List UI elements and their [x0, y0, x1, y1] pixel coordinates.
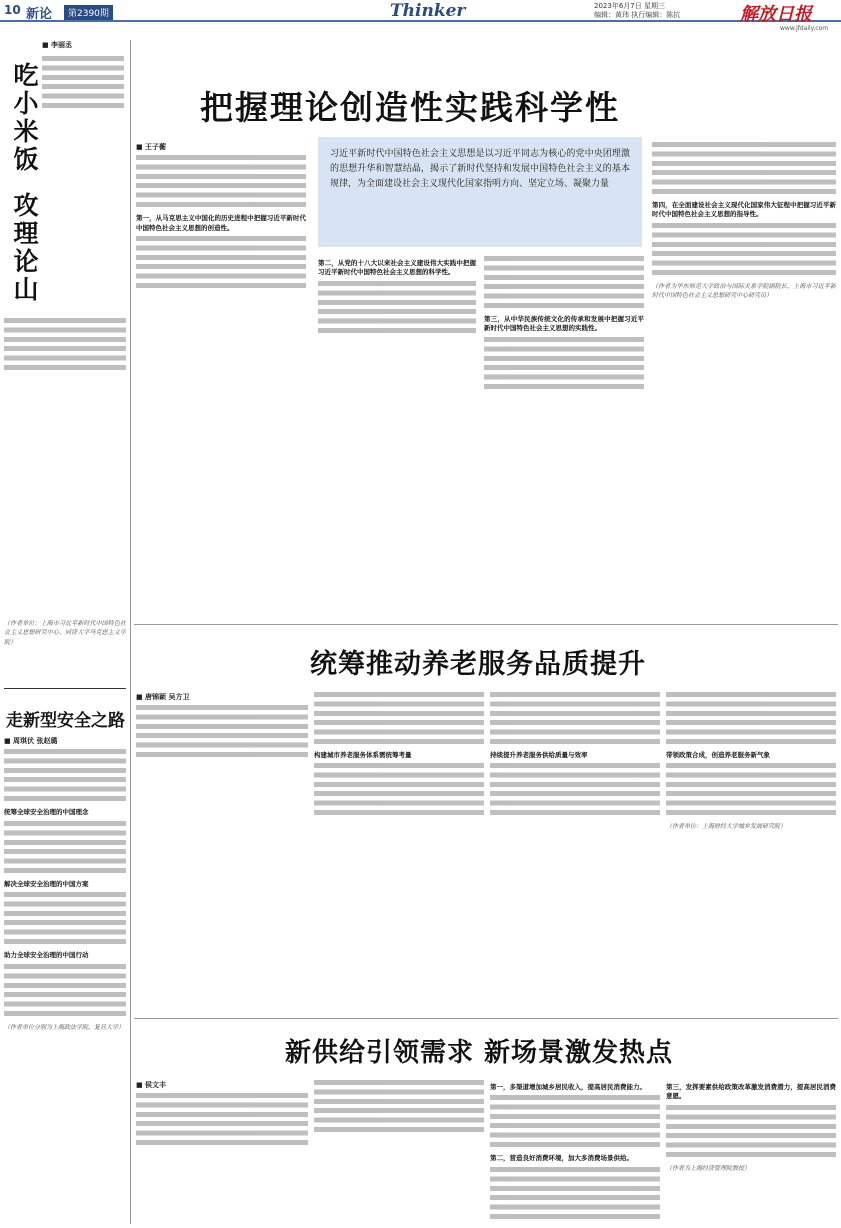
body-text — [314, 692, 484, 748]
main-lead: 习近平新时代中国特色社会主义思想是以习近平同志为核心的党中央团理激的思想升华和智慧结晶，揭示了新时代坚持和发展中国特色社会主义的基本规律，为全面建设社会主义现代化国家指明方向、坚定立场、凝聚力量 — [318, 137, 642, 247]
main-col-3 — [484, 256, 644, 618]
body-text — [318, 281, 476, 337]
left-title-part1: 吃小米饭 — [10, 62, 39, 174]
second-col-2 — [314, 692, 484, 1014]
subhead: 解决全球安全治理的中国方案 — [4, 879, 89, 888]
newspaper-logo: 解放日报 — [740, 4, 812, 25]
third-note: （作者为上海经济管理院教授） — [666, 1164, 751, 1172]
body-text — [666, 763, 836, 819]
left-note-block — [4, 616, 126, 656]
body-text — [490, 692, 660, 748]
site-url: www.jfdaily.com — [780, 25, 829, 32]
second-note: （作者单位：上海财经大学城乡发展研究院） — [666, 823, 787, 831]
body-text — [136, 236, 306, 292]
body-text — [136, 155, 306, 211]
main-title: 把握理论创造性实践科学性 — [200, 88, 620, 127]
left-lower-body — [4, 736, 126, 1224]
subhead: 助力全球安全治理的中国行动 — [4, 951, 89, 960]
body-text — [4, 892, 126, 948]
body-text — [4, 964, 126, 1020]
main-note: （作者为华东师范大学政治与国际关系学院副院长、上海市习近平新时代中国特色社会主义思想研究中心研究员） — [652, 282, 836, 300]
body-text — [4, 821, 126, 877]
body-text — [484, 256, 644, 312]
third-title: 新供给引领需求 新场景激发热点 — [285, 1038, 674, 1068]
main-col-4 — [652, 142, 836, 618]
left-body-middle — [4, 318, 126, 614]
subhead: 第一，多渠道增加城乡居民收入，提高居民消费能力。 — [490, 1083, 646, 1091]
main-author: ■ 王子蘅 — [136, 142, 167, 151]
divider — [4, 688, 126, 689]
section-name: 新论 — [26, 7, 53, 22]
second-col-4 — [666, 692, 836, 1014]
body-text — [666, 692, 836, 748]
third-col-3 — [490, 1080, 660, 1224]
third-col-1 — [136, 1080, 308, 1224]
body-text — [314, 1080, 484, 1136]
subhead: 持续提升养老服务供给质量与效率 — [490, 751, 588, 759]
subhead: 第三，发挥要素供给政策改革激发消费潜力，提高居民消费意愿。 — [666, 1083, 836, 1101]
left-note: （作者单位：上海市习近平新时代中国特色社会主义思想研究中心、同济大学马克思主义学院） — [4, 620, 126, 646]
body-text — [136, 705, 308, 761]
subhead: 第二，从党的十八大以来社会主义建设伟大实践中把握习近平新时代中国特色社会主义思想的科学性。 — [318, 259, 476, 277]
body-text — [490, 763, 660, 819]
left-title-part2: 攻理论山 — [10, 192, 39, 304]
second-col-3 — [490, 692, 660, 1014]
left-author: ■ 李丽丞 — [42, 40, 73, 49]
body-text — [4, 318, 126, 374]
subhead: 第一，从马克思主义中国化的历史进程中把握习近平新时代中国特色社会主义思想的创造性。 — [136, 214, 306, 232]
divider — [134, 1018, 838, 1019]
date-info — [594, 2, 680, 20]
column-divider — [130, 40, 131, 1224]
third-col-2 — [314, 1080, 484, 1224]
subhead: 第二，营造良好消费环境，加大多消费场景供给。 — [490, 1154, 633, 1163]
left-lower-author: ■ 周琪伏 张赵璐 — [4, 736, 58, 745]
main-col-2 — [318, 256, 476, 618]
subhead: 第四，在全面建设社会主义现代化国家伟大征程中把握习近平新时代中国特色社会主义思想的指导性。 — [652, 201, 836, 219]
body-text — [490, 1167, 660, 1223]
column-brand: Thinker — [390, 1, 466, 21]
body-text — [136, 1093, 308, 1149]
body-text — [42, 56, 124, 112]
body-text — [314, 763, 484, 819]
subhead: 统筹全球安全治理的中国理念 — [4, 808, 89, 817]
page-number: 10 — [4, 3, 21, 17]
body-text — [652, 142, 836, 198]
second-title: 统筹推动养老服务品质提升 — [310, 649, 646, 680]
second-author: ■ 唐锦颖 吴方卫 — [136, 692, 190, 701]
second-col-1 — [136, 692, 308, 1014]
third-col-4 — [666, 1080, 836, 1224]
subhead: 带领政策合成，创造养老服务新气象 — [666, 751, 770, 759]
issue-badge: 第2390期 — [64, 5, 113, 20]
body-text — [666, 1105, 836, 1161]
date-line: 2023年6月7日 星期三 — [594, 2, 665, 10]
body-text — [484, 337, 644, 393]
main-col-1 — [136, 142, 306, 618]
left-lower-note: （作者单位分别为上海政法学院、复旦大学） — [4, 1023, 125, 1031]
divider — [134, 624, 838, 625]
subhead: 构建城市养老服务体系需统筹考量 — [314, 751, 412, 759]
body-text — [652, 223, 836, 279]
third-author: ■ 侯文丰 — [136, 1080, 167, 1089]
editor-line: 编辑：黄玮 执行编辑：陈抗 — [594, 11, 681, 19]
left-lower-title: 走新型安全之路 — [6, 711, 125, 731]
body-text — [490, 1095, 660, 1151]
body-text — [4, 749, 126, 805]
subhead: 第三，从中华民族传统文化的传承和发展中把握习近平新时代中国特色社会主义思想的实践性。 — [484, 315, 644, 333]
page-header — [0, 0, 841, 25]
